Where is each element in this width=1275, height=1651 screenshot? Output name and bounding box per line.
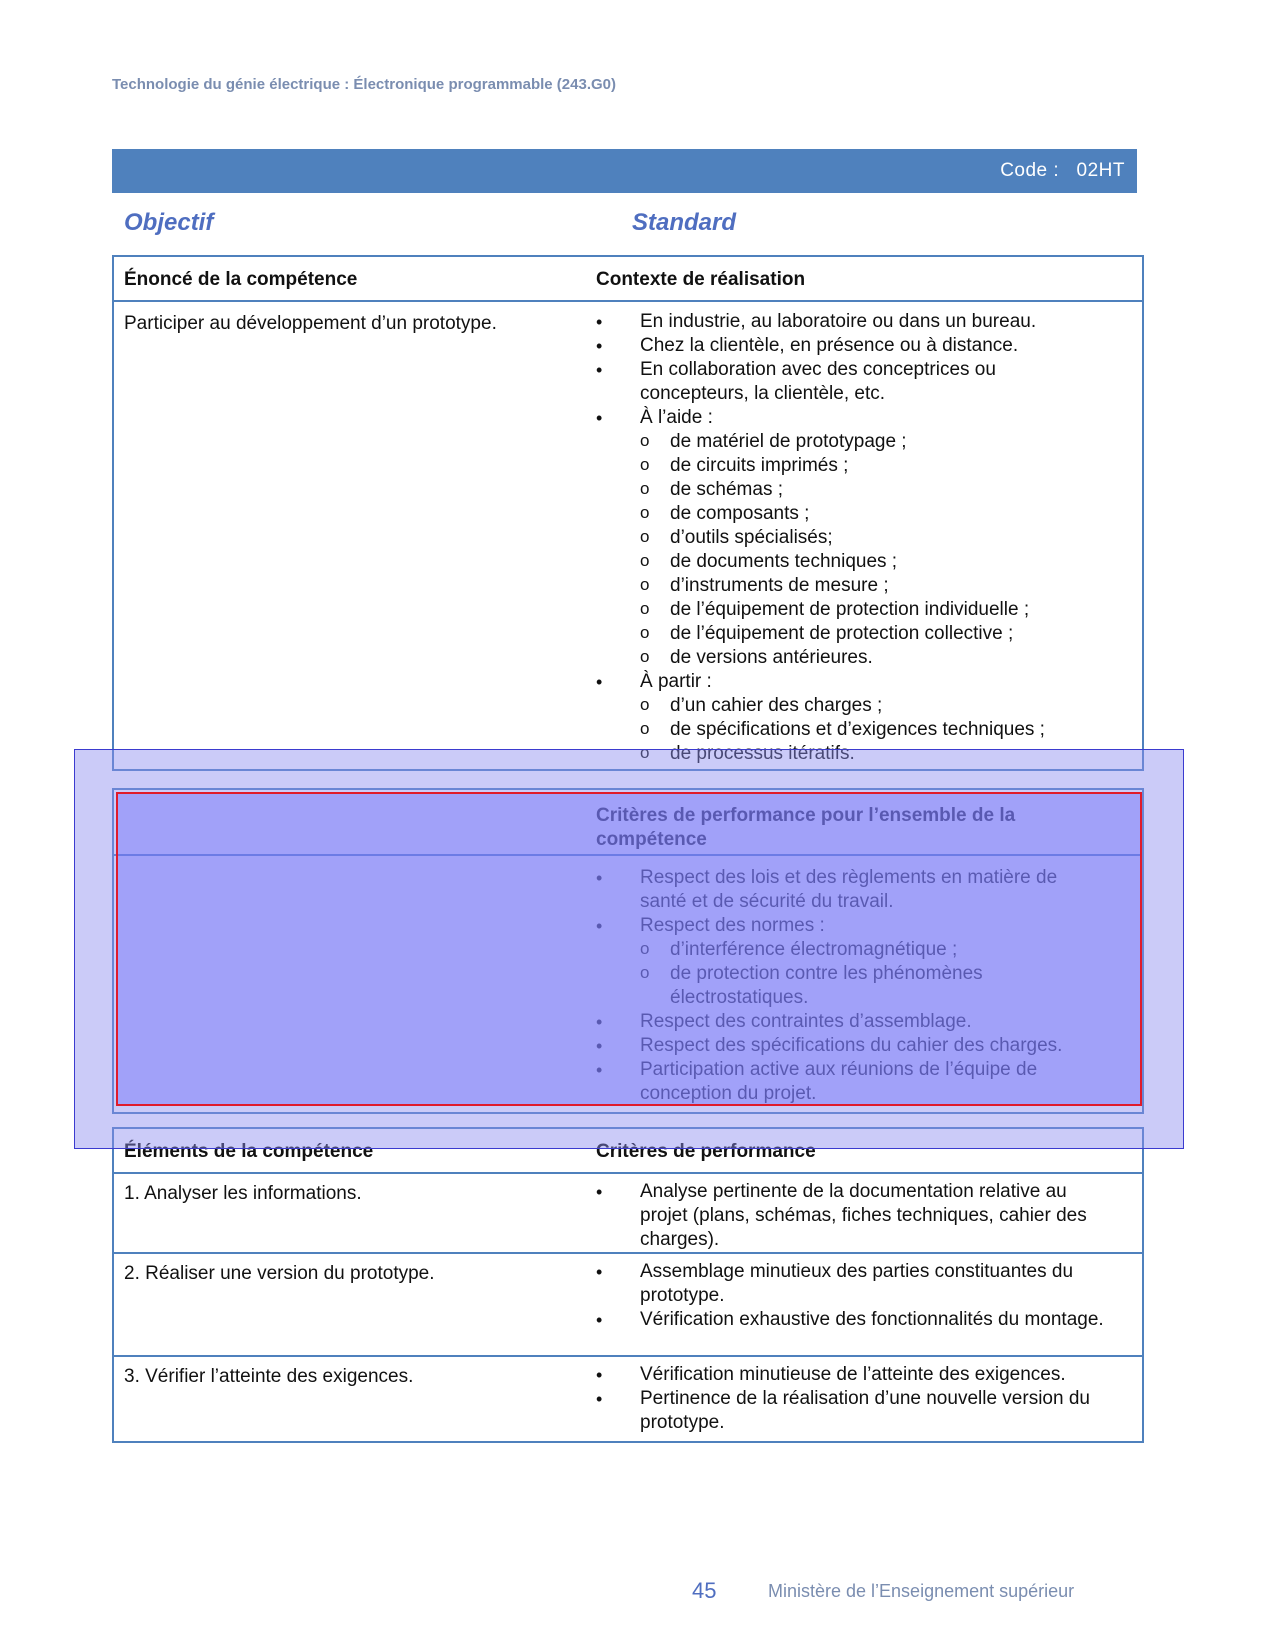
performance-header: Critères de performance: [596, 1141, 816, 1162]
context-list: [596, 310, 1066, 766]
code-band: [112, 149, 1137, 193]
performance-criterion: • Vérification exhaustive des fonctionnalités du montage.: [596, 1308, 1116, 1332]
criteria-item-text: Respect des lois et des règlements en matière de santé et de sécurité du travail.: [640, 867, 1058, 912]
sub-item: o de documents techniques ;: [640, 550, 1066, 574]
sub-item: o de l’équipement de protection individuelle ;: [640, 598, 1066, 622]
statement-context-table: [112, 255, 1144, 771]
sub-item: o de processus itératifs.: [640, 742, 1066, 766]
context-item-sublist: [640, 430, 1066, 670]
sub-item: o de protection contre les phénomènes électrostatiques.: [640, 962, 1096, 1010]
criteria-item-text: Respect des contraintes d’assemblage.: [640, 1011, 972, 1032]
context-item-text: En collaboration avec des conceptrices ou concepteurs, la clientèle, etc.: [640, 359, 996, 404]
global-criteria-header: Critères de performance pour l’ensemble de la compétence: [596, 805, 1016, 850]
table-header-row: [114, 257, 1142, 302]
competency-statement: Participer au développement d’un prototype.: [124, 313, 497, 334]
criteria-item-text: Respect des spécifications du cahier des charges.: [640, 1035, 1063, 1056]
element-label: 1. Analyser les informations.: [124, 1183, 362, 1204]
sub-item: o de spécifications et d’exigences techniques ;: [640, 718, 1066, 742]
context-header: Contexte de réalisation: [596, 269, 806, 290]
context-item-text: À partir :: [640, 671, 712, 692]
performance-criterion: • Pertinence de la réalisation d’une nouvelle version du prototype.: [596, 1387, 1116, 1435]
sub-item: o de composants ;: [640, 502, 1066, 526]
element-criteria-list: [596, 1363, 1116, 1435]
sub-item: o d’instruments de mesure ;: [640, 574, 1066, 598]
criteria-item-text: Respect des normes :: [640, 915, 825, 936]
context-item: [596, 406, 1066, 670]
sub-item: o de l’équipement de protection collective ;: [640, 622, 1066, 646]
performance-criterion: • Analyse pertinente de la documentation relative au projet (plans, schémas, fiches techniques, cahier des charges).: [596, 1180, 1116, 1252]
sub-item: o d’un cahier des charges ;: [640, 694, 1066, 718]
context-item: [596, 310, 1066, 334]
context-item-text: À l’aide :: [640, 407, 713, 428]
sub-item: o d’interférence électromagnétique ;: [640, 938, 1096, 962]
context-item-text: Chez la clientèle, en présence ou à distance.: [640, 335, 1019, 356]
context-list-container: [596, 310, 1066, 766]
criteria-item-text: Participation active aux réunions de l’équipe de conception du projet.: [640, 1059, 1038, 1104]
code-label: Code :: [1000, 160, 1060, 181]
element-criteria-list: [596, 1180, 1116, 1252]
code-value: 02HT: [1076, 160, 1125, 181]
element-criteria: [596, 1363, 1116, 1435]
competency-code: [1000, 160, 1125, 182]
element-criteria: [596, 1260, 1116, 1332]
sub-item: o de schémas ;: [640, 478, 1066, 502]
element-row: [114, 1252, 1142, 1355]
sub-item: o de versions antérieures.: [640, 646, 1066, 670]
element-row: [114, 1174, 1142, 1252]
footer-ministry: Ministère de l’Enseignement supérieur: [768, 1581, 1075, 1601]
element-label: 2. Réaliser une version du prototype.: [124, 1263, 435, 1284]
page-number: 45: [692, 1578, 717, 1603]
element-criteria-list: [596, 1260, 1116, 1332]
element-label: 3. Vérifier l’atteinte des exigences.: [124, 1366, 414, 1387]
sub-item: o d’outils spécialisés;: [640, 526, 1066, 550]
statement-header: Énoncé de la compétence: [124, 269, 358, 290]
elements-table: [112, 1127, 1144, 1443]
element-row: [114, 1355, 1142, 1443]
elements-header: Éléments de la compétence: [124, 1141, 374, 1162]
context-item: [596, 334, 1066, 358]
sub-item: o de matériel de prototypage ;: [640, 430, 1066, 454]
context-item-text: En industrie, au laboratoire ou dans un bureau.: [640, 311, 1037, 332]
selection-region: [116, 792, 1142, 1106]
performance-criterion: • Assemblage minutieux des parties constituantes du prototype.: [596, 1260, 1116, 1308]
element-criteria: [596, 1180, 1116, 1252]
performance-criterion: • Vérification minutieuse de l’atteinte des exigences.: [596, 1363, 1116, 1387]
context-item: [596, 358, 1066, 406]
objectif-heading: Objectif: [124, 209, 214, 236]
running-header: Technologie du génie électrique : Électronique programmable (243.G0): [112, 76, 616, 93]
sub-item: o de circuits imprimés ;: [640, 454, 1066, 478]
standard-heading: Standard: [632, 209, 737, 236]
